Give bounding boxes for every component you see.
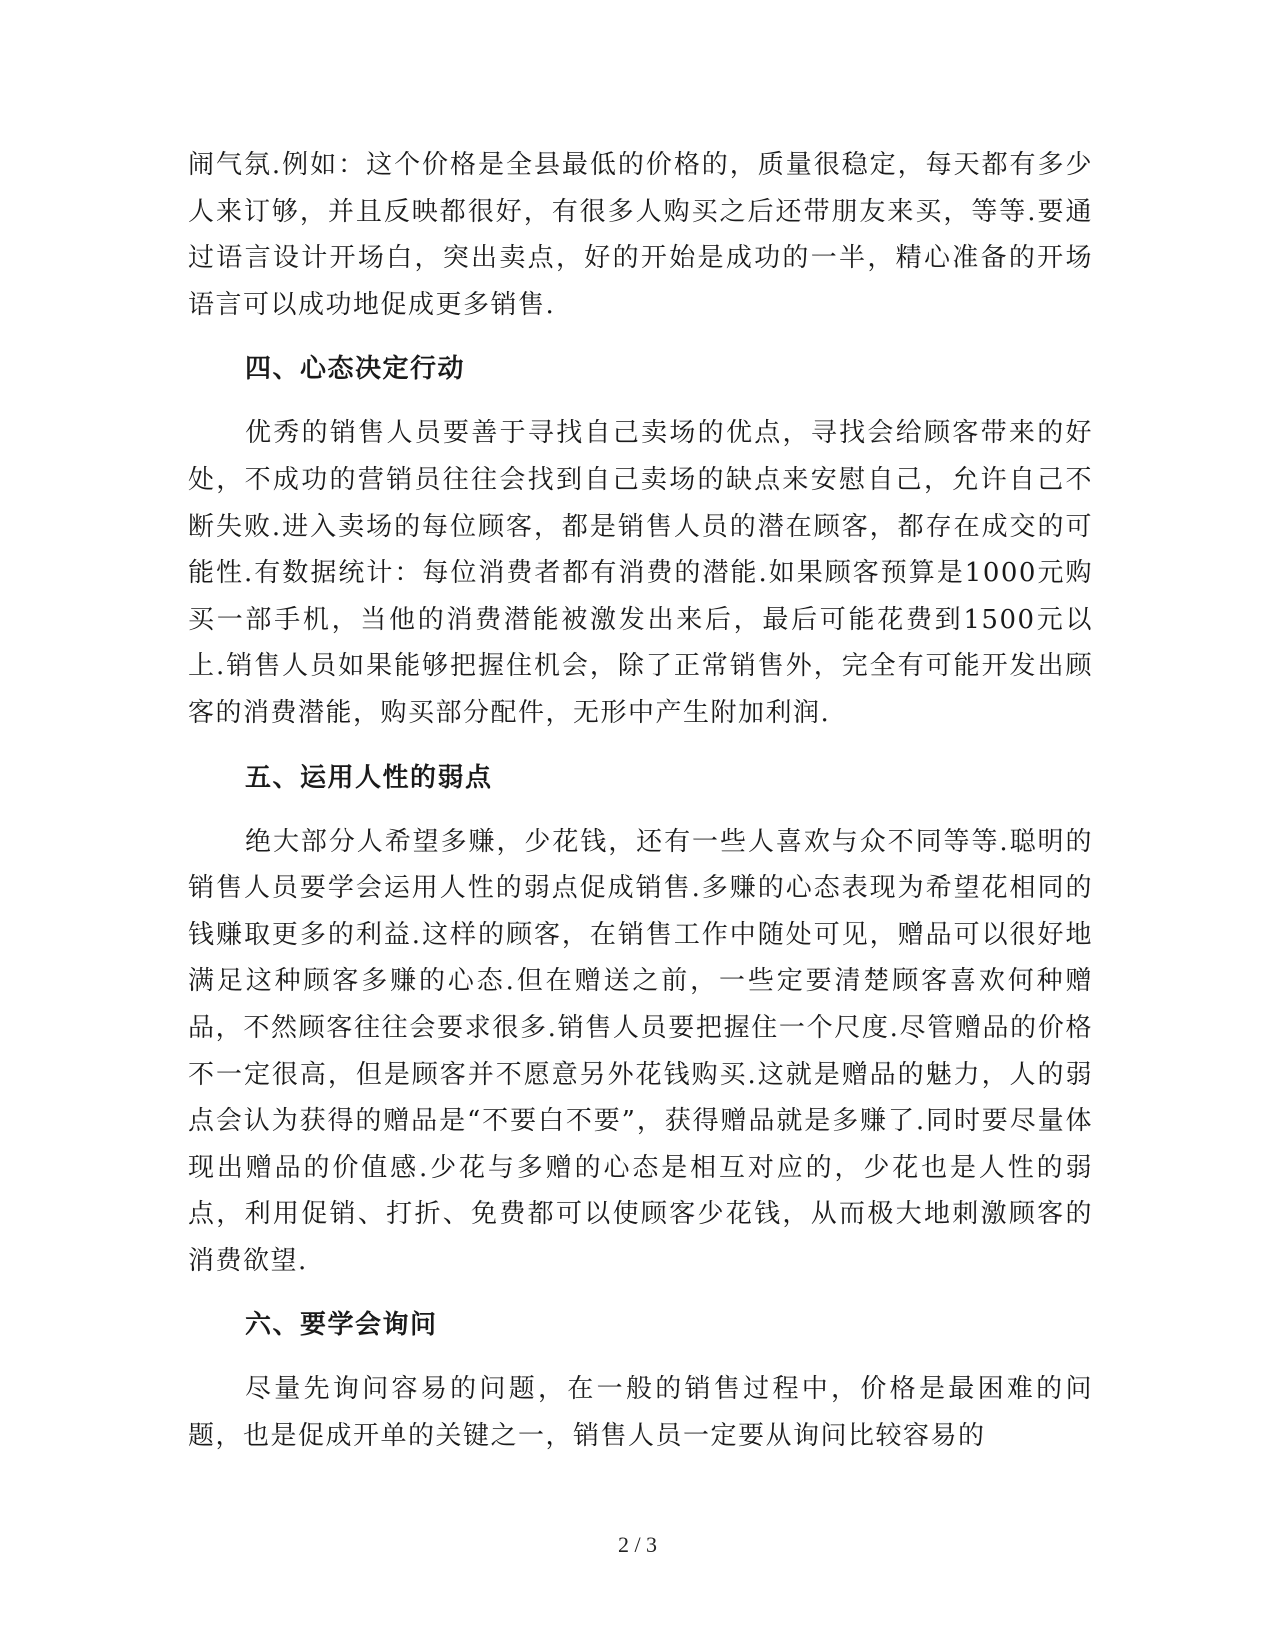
paragraph-human-weakness: 绝大部分人希望多赚，少花钱，还有一些人喜欢与众不同等等.聪明的销售人员要学会运用人性的弱点促成销售.多赚的心态表现为希望花相同的钱赚取更多的利益.这样的顾客，在销售工作中随处可见，赠品可以很好地满足这种顾客多赚的心态.但在赠送之前，一些定要清楚顾客喜欢何种赠品，不然顾客往往会要求很多.销售人员要把握住一个尺度.尽管赠品的价格不一定很高，但是顾客并不愿意另外花钱购买.这就是赠品的魅力，人的弱点会认为获得的赠品是“不要白不要”，获得赠品就是多赚了.同时要尽量体现出赠品的价值感.少花与多赠的心态是相互对应的，少花也是人性的弱点，利用促销、打折、免费都可以使顾客少花钱，从而极大地刺激顾客的消费欲望.	[188, 826, 1093, 1276]
section-heading-ask-questions: 六、要学会询问	[245, 1310, 438, 1341]
section-heading-mindset: 四、心态决定行动	[245, 354, 466, 385]
paragraph-ask-questions: 尽量先询问容易的问题，在一般的销售过程中，价格是最困难的问题，也是促成开单的关键之一，销售人员一定要从询问比较容易的	[188, 1374, 1093, 1452]
section-heading-human-weakness: 五、运用人性的弱点	[245, 762, 493, 793]
paragraph-mindset: 优秀的销售人员要善于寻找自己卖场的优点，寻找会给顾客带来的好处，不成功的营销员往往会找到自己卖场的缺点来安慰自己，允许自己不断失败.进入卖场的每位顾客，都是销售人员的潜在顾客，都存在成交的可能性.有数据统计：每位消费者都有消费的潜能.如果顾客预算是1000元购买一部手机，当他的消费潜能被激发出来后，最后可能花费到1500元以上.销售人员如果能够把握住机会，除了正常销售外，完全有可能开发出顾客的消费潜能，购买部分配件，无形中产生附加利润.	[188, 418, 1093, 728]
page-number: 2 / 3	[617, 1532, 658, 1557]
paragraph-opening-continuation: 闹气氛.例如：这个价格是全县最低的价格的，质量很稳定，每天都有多少人来订够，并且反映都很好，有很多人购买之后还带朋友来买，等等.要通过语言设计开场白，突出卖点，好的开始是成功的一半，精心准备的开场语言可以成功地促成更多销售.	[188, 150, 1093, 320]
document-body	[188, 142, 1093, 1460]
